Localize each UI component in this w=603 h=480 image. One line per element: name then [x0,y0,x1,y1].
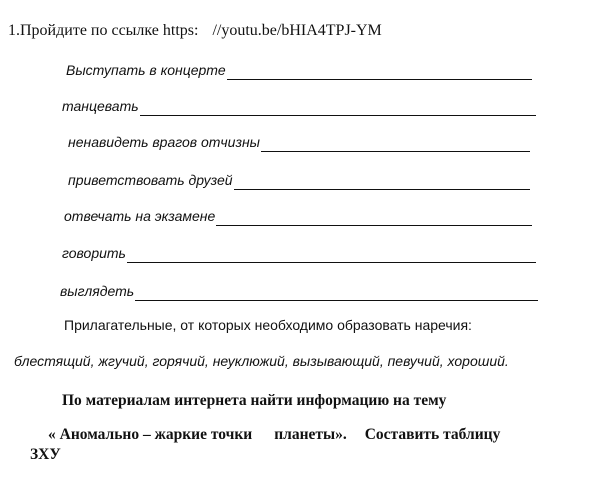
answer-blank[interactable] [261,136,530,152]
fill-line-label: говорить [62,245,126,261]
fill-line-label: отвечать на экзамене [64,208,216,224]
task-1-prefix: 1.Пройдите по ссылке https: [8,22,199,39]
fill-line-1 [66,60,532,80]
topic-part-2: планеты». [274,426,347,443]
fill-line-label: приветствовать друзей [68,172,233,188]
answer-blank[interactable] [216,210,532,226]
topic-part-1: « Аномально – жаркие точки [48,426,253,443]
answer-blank[interactable] [140,100,536,116]
table-instruction: Составить таблицу [364,426,501,443]
fill-line-6 [62,243,536,263]
answer-blank[interactable] [234,174,530,190]
fill-line-label: танцевать [62,98,139,114]
topic-line [48,426,500,444]
table-name: ЗХУ [30,446,61,463]
research-instruction: По материалам интернета найти информацию на тему [62,392,447,409]
fill-line-label: ненавидеть врагов отчизны [68,134,260,150]
answer-blank[interactable] [135,285,538,301]
fill-line-label: выглядеть [60,283,135,299]
fill-line-label: Выступать в концерте [66,62,226,78]
fill-line-3 [68,132,530,152]
adjectives-list: блестящий, жгучий, горячий, неуклюжий, вызывающий, певучий, хороший. [14,353,509,369]
video-link[interactable]: //youtu.be/bHIA4TPJ-YM [212,22,382,39]
fill-line-4 [68,170,530,190]
task-1-instruction [8,22,382,40]
answer-blank[interactable] [127,247,536,263]
fill-line-7 [60,281,538,301]
adjectives-header: Прилагательные, от которых необходимо образовать наречия: [64,317,472,333]
fill-line-2 [62,96,536,116]
answer-blank[interactable] [227,64,532,80]
fill-line-5 [64,206,532,226]
